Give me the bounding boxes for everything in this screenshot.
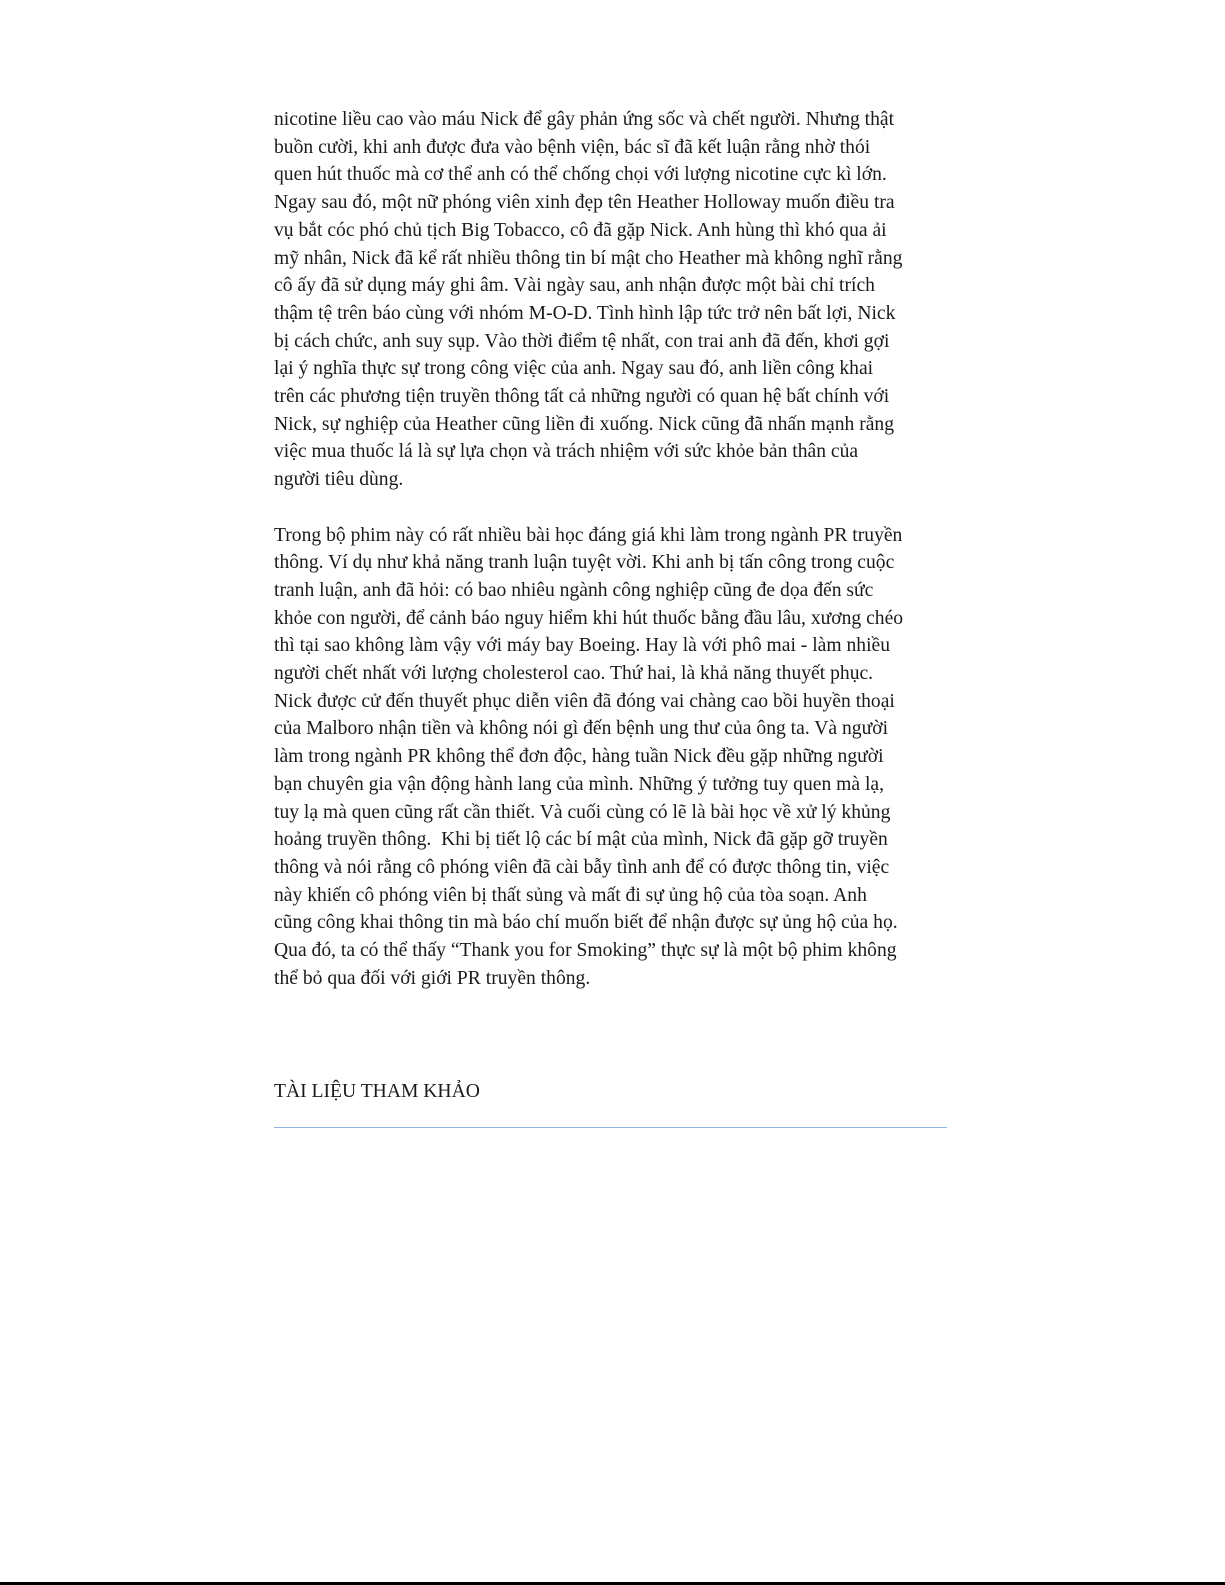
body-paragraph-1: nicotine liều cao vào máu Nick để gây phản ứng sốc và chết người. Nhưng thật buồn cười, khi anh được đưa vào bệnh viện, bác sĩ đã kết luận rằng nhờ thói quen hút thuốc mà cơ thể anh có thể chống chọi với lượng nicotine cực kì lớn. Ngay sau đó, một nữ phóng viên xinh đẹp tên Heather Holloway muốn điều tra vụ bắt cóc phó chủ tịch Big Tobacco, cô đã gặp Nick. Anh hùng thì khó qua ải mỹ nhân, Nick đã kể rất nhiều thông tin bí mật cho Heather mà không nghĩ rằng cô ấy đã sử dụng máy ghi âm. Vài ngày sau, anh nhận được một bài chỉ trích thậm tệ trên báo cùng với nhóm M-O-D. Tình hình lập tức trở nên bất lợi, Nick bị cách chức, anh suy sụp. Vào thời điểm tệ nhất, con trai anh đã đến, khơi gợi lại ý nghĩa thực sự trong công việc của anh. Ngay sau đó, anh liền công khai trên các phương tiện truyền thông tất cả những người có quan hệ bất chính với Nick, sự nghiệp của Heather cũng liền đi xuống. Nick cũng đã nhấn mạnh rằng việc mua thuốc lá là sự lựa chọn và trách nhiệm với sức khỏe bản thân của người tiêu dùng. [274, 109, 903, 491]
heading-underline-rule [274, 1127, 947, 1128]
document-body [274, 106, 946, 992]
references-heading: TÀI LIỆU THAM KHẢO [274, 1081, 480, 1102]
body-paragraph-2: Trong bộ phim này có rất nhiều bài học đáng giá khi làm trong ngành PR truyền thông. Ví dụ như khả năng tranh luận tuyệt vời. Khi anh bị tấn công trong cuộc tranh luận, anh đã hỏi: có bao nhiêu ngành công nghiệp cũng đe dọa đến sức khỏe con người, để cảnh báo nguy hiểm khi hút thuốc bằng đầu lâu, xương chéo thì tại sao không làm vậy với máy bay Boeing. Hay là với phô mai - làm nhiều người chết nhất với lượng cholesterol cao. Thứ hai, là khả năng thuyết phục. Nick được cử đến thuyết phục diễn viên đã đóng vai chàng cao bồi huyền thoại của Malboro nhận tiền và không nói gì đến bệnh ung thư của ông ta. Và người làm trong ngành PR không thể đơn độc, hàng tuần Nick đều gặp những người bạn chuyên gia vận động hành lang của mình. Những ý tưởng tuy quen mà lạ, tuy lạ mà quen cũng rất cần thiết. Và cuối cùng có lẽ là bài học về xử lý khủng hoảng truyền thông. Khi bị tiết lộ các bí mật của mình, Nick đã gặp gỡ truyền thông và nói rằng cô phóng viên đã cài bẫy tình anh để có được thông tin, việc này khiến cô phóng viên bị thất sủng và mất đi sự ủng hộ của tòa soạn. Anh cũng công khai thông tin mà báo chí muốn biết để nhận được sự ủng hộ của họ. Qua đó, ta có thể thấy “Thank you for Smoking” thực sự là một bộ phim không thể bỏ qua đối với giới PR truyền thông. [274, 524, 904, 989]
